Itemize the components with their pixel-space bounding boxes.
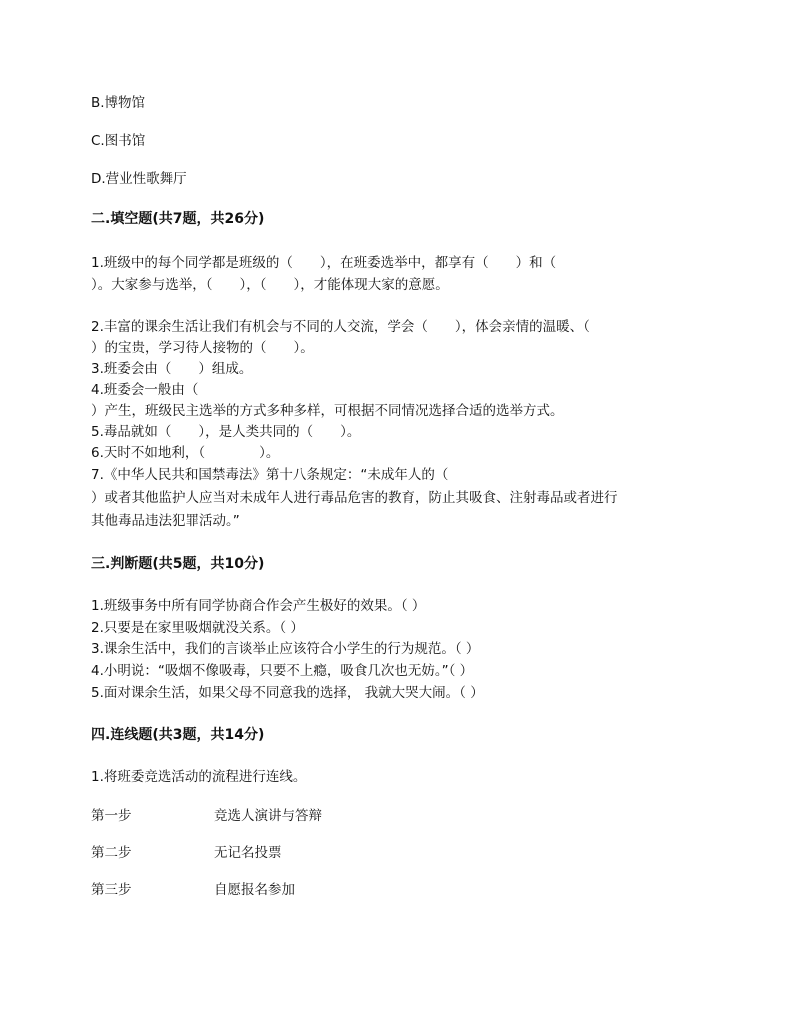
fill-in-q2-line2: ）的宝贵，学习待人接物的（ ）。 (91, 340, 314, 356)
matching-section-heading: 四.连线题(共3题，共14分) (91, 727, 265, 743)
matching-left-item: 第一步 (91, 808, 132, 824)
judgment-q4: 4.小明说：“吸烟不像吸毒，只要不上瘾，吸食几次也无妨。”（ ） (91, 663, 474, 679)
option-c: C.图书馆 (91, 133, 146, 149)
fill-in-q4-line2: ）产生，班级民主选举的方式多种多样，可根据不同情况选择合适的选举方式。 (91, 403, 564, 419)
matching-right-item: 竞选人演讲与答辩 (214, 808, 322, 824)
fill-in-q5: 5.毒品就如（ ），是人类共同的（ ）。 (91, 424, 361, 440)
matching-right-item: 自愿报名参加 (214, 882, 295, 898)
judgment-q5: 5.面对课余生活，如果父母不同意我的选择， 我就大哭大闹。（ ） (91, 685, 484, 701)
fill-in-q3: 3.班委会由（ ）组成。 (91, 361, 253, 377)
judgment-q2: 2.只要是在家里吸烟就没关系。（ ） (91, 620, 304, 636)
fill-in-q1-line1: 1.班级中的每个同学都是班级的（ ），在班委选举中，都享有（ ）和（ (91, 255, 557, 271)
fill-in-q7-line3: 其他毒品违法犯罪活动。” (91, 513, 240, 529)
judgment-section-heading: 三.判断题(共5题，共10分) (91, 556, 265, 572)
option-b: B.博物馆 (91, 95, 146, 111)
judgment-q1: 1.班级事务中所有同学协商合作会产生极好的效果。（ ） (91, 598, 426, 614)
matching-left-item: 第二步 (91, 845, 132, 861)
fill-in-section-heading: 二.填空题(共7题，共26分) (91, 211, 265, 227)
fill-in-q2-line1: 2.丰富的课余生活让我们有机会与不同的人交流，学会（ ），体会亲情的温暖、（ (91, 319, 590, 335)
fill-in-q7-line1: 7.《中华人民共和国禁毒法》第十八条规定：“未成年人的（ (91, 467, 449, 483)
matching-right-item: 无记名投票 (214, 845, 282, 861)
fill-in-q7-line2: ）或者其他监护人应当对未成年人进行毒品危害的教育，防止其吸食、注射毒品或者进行 (91, 490, 618, 506)
option-d: D.营业性歌舞厅 (91, 171, 187, 187)
fill-in-q4-line1: 4.班委会一般由（ (91, 382, 199, 398)
fill-in-q6: 6.天时不如地利，（ ）。 (91, 445, 280, 461)
fill-in-q1-line2: ）。大家参与选举，（ ），（ ），才能体现大家的意愿。 (91, 277, 449, 293)
matching-q1: 1.将班委竞选活动的流程进行连线。 (91, 769, 307, 785)
matching-left-item: 第三步 (91, 882, 132, 898)
judgment-q3: 3.课余生活中，我们的言谈举止应该符合小学生的行为规范。（ ） (91, 641, 480, 657)
